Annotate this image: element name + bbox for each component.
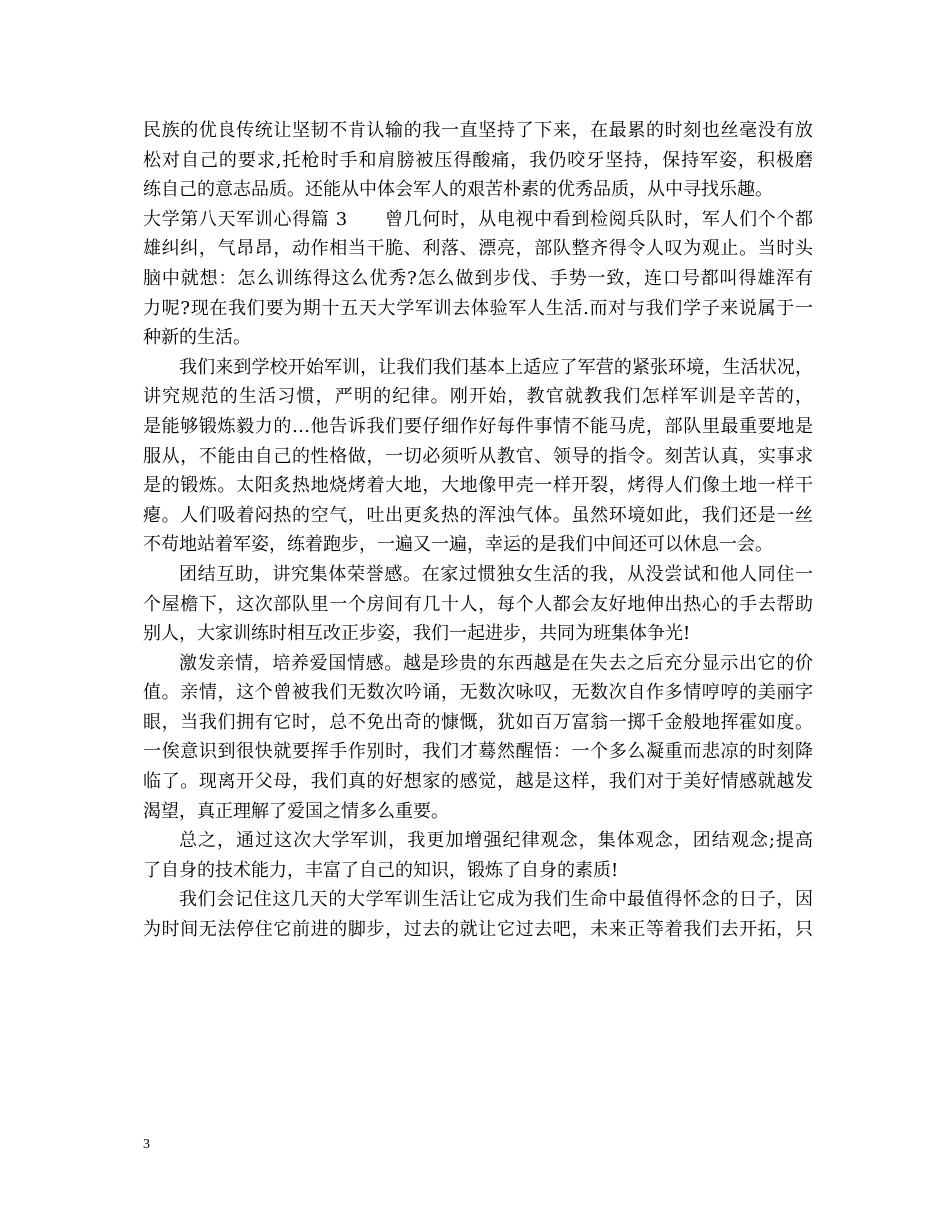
- paragraph-7: [143, 885, 813, 944]
- text-line: 脑中就想：怎么训练得这么优秀?怎么做到步伐、手势一致，连口号都叫得雄浑有: [143, 267, 813, 289]
- text-line: 团结互助，讲究集体荣誉感。在家过惯独女生活的我，从没尝试和他人同住一: [179, 563, 813, 585]
- text-line: 是的锻炼。太阳炙热地烧烤着大地，大地像甲壳一样开裂，烤得人们像土地一样干: [143, 475, 813, 497]
- text-line: 松对自己的要求,托枪时手和肩膀被压得酸痛，我仍咬牙坚持，保持军姿，积极磨: [143, 149, 813, 171]
- text-line: 练自己的意志品质。还能从中体会军人的艰苦朴素的优秀品质，从中寻找乐趣。: [143, 179, 773, 201]
- paragraph-5: [143, 649, 813, 827]
- text-line: 眼，当我们拥有它时，总不免出奇的慷慨，犹如百万富翁一掷千金般地挥霍如度。: [143, 711, 813, 733]
- paragraph-2: [143, 205, 813, 353]
- text-line: 值。亲情，这个曾被我们无数次吟诵，无数次咏叹，无数次自作多情哼哼的美丽字: [143, 682, 813, 704]
- text-line: 渴望，真正理解了爱国之情多么重要。: [143, 800, 449, 822]
- text-line: 个屋檐下，这次部队里一个房间有几十人，每个人都会友好地伸出热心的手去帮助: [143, 593, 813, 615]
- paragraph-3: [143, 353, 813, 560]
- text-line: 总之，通过这次大学军训，我更加增强纪律观念，集体观念，团结观念;提高: [179, 830, 813, 852]
- paragraph-1: [143, 116, 813, 205]
- text-line: 力呢?现在我们要为期十五天大学军训去体验军人生活.而对与我们学子来说属于一: [143, 297, 813, 319]
- text-line: 雄纠纠，气昂昂，动作相当干脆、利落、漂亮，部队整齐得令人叹为观止。当时头: [143, 238, 813, 260]
- text-line: 讲究规范的生活习惯，严明的纪律。刚开始，教官就教我们怎样军训是辛苦的，: [143, 386, 813, 408]
- text-line: 了自身的技术能力，丰富了自己的知识，锻炼了自身的素质!: [143, 859, 619, 881]
- text-line: 是能够锻炼毅力的…他告诉我们要仔细作好每件事情不能马虎，部队里最重要地是: [143, 415, 813, 437]
- text-line: 种新的生活。: [143, 327, 251, 349]
- text-line: 民族的优良传统让坚韧不肯认输的我一直坚持了下来，在最累的时刻也丝毫没有放: [143, 120, 813, 141]
- text-line: 别人，大家训练时相互改正步姿，我们一起进步，共同为班集体争光!: [143, 623, 691, 645]
- text-line: 为时间无法停住它前进的脚步，过去的就让它过去吧，未来正等着我们去开拓，只: [143, 919, 813, 941]
- text-line: 大学第八天军训心得篇 3 曾几何时，从电视中看到检阅兵队时，军人们个个都: [143, 208, 813, 230]
- document-body: [143, 116, 813, 945]
- text-line: 一俟意识到很快就要挥手作别时，我们才蓦然醒悟：一个多么凝重而悲凉的时刻降: [143, 741, 813, 763]
- page-number: 3: [143, 1137, 150, 1152]
- text-line: 瘪。人们吸着闷热的空气，吐出更炙热的浑浊气体。虽然环境如此，我们还是一丝: [143, 504, 813, 526]
- text-line: 临了。现离开父母，我们真的好想家的感觉，越是这样，我们对于美好情感就越发: [143, 771, 813, 793]
- text-line: 服从，不能由自己的性格做，一切必须听从教官、领导的指令。刻苦认真，实事求: [143, 445, 813, 467]
- paragraph-4: [143, 560, 813, 649]
- text-line: 我们来到学校开始军训，让我们我们基本上适应了军营的紧张环境，生活状况，: [179, 356, 813, 378]
- text-line: 我们会记住这几天的大学军训生活让它成为我们生命中最值得怀念的日子，因: [179, 889, 813, 911]
- text-line: 激发亲情，培养爱国情感。越是珍贵的东西越是在失去之后充分显示出它的价: [179, 652, 813, 674]
- paragraph-6: [143, 826, 813, 885]
- text-line: 不苟地站着军姿，练着跑步，一遍又一遍，幸运的是我们中间还可以休息一会。: [143, 534, 773, 556]
